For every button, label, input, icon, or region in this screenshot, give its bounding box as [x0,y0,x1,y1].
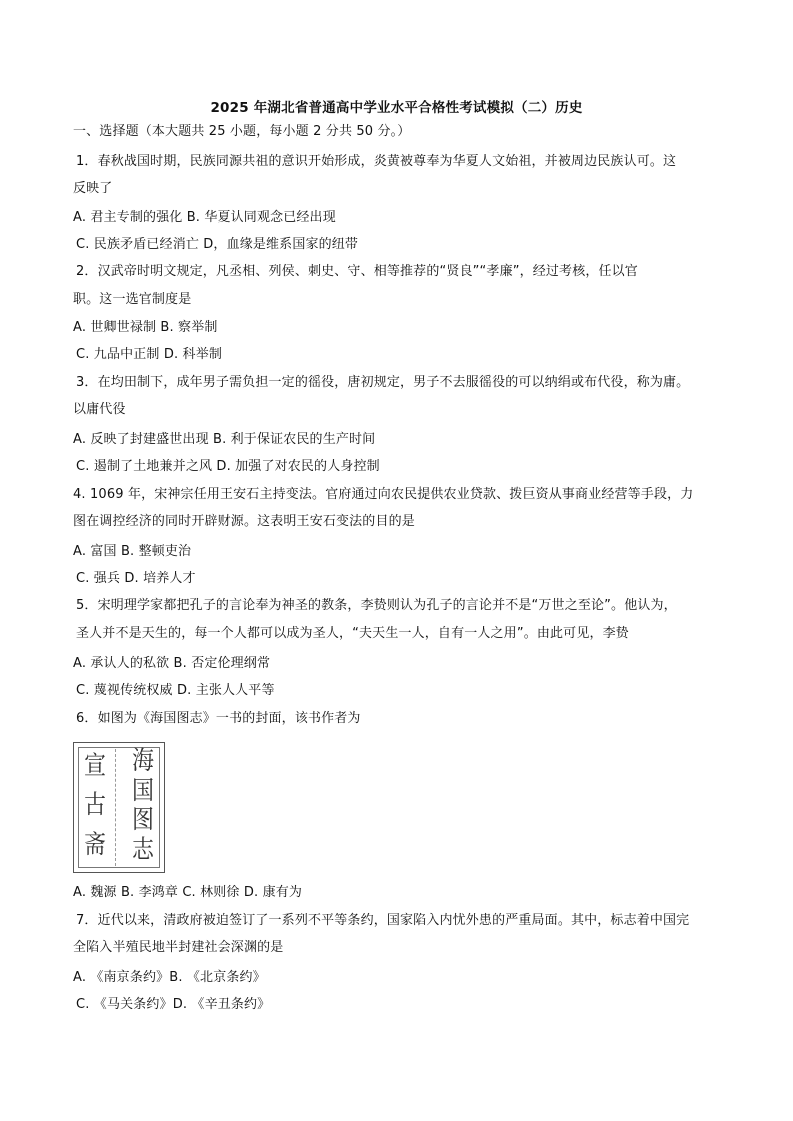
question-1-stem-line-1: 1．春秋战国时期，民族同源共祖的意识开始形成，炎黄被尊奉为华夏人文始祖，并被周边民族认可。这 [76,154,677,169]
question-2-option-line-1: A. 世卿世禄制 B. 察举制 [73,320,218,335]
section-header: 一、选择题（本大题共 25 小题，每小题 2 分共 50 分。） [73,124,411,139]
cover-seal-glyph: 斋 [84,831,107,860]
question-1-option-line-2: C. 民族矛盾已经消亡 D，血缘是维系国家的纽带 [76,237,359,252]
question-5-stem-line-1: 5．宋明理学家都把孔子的言论奉为神圣的教条，李贽则认为孔子的言论并不是“万世之至论”。他认为， [76,598,677,613]
question-7-stem-line-1: 7．近代以来，清政府被迫签订了一系列不平等条约，国家陷入内忧外患的严重局面。其中，标志着中国完 [76,913,690,928]
cover-seal-glyph: 古 [84,791,107,821]
question-6-stem: 6．如图为《海国图志》一书的封面，该书作者为 [76,711,361,726]
question-3-option-line-1: A. 反映了封建盛世出现 B. 利于保证农民的生产时间 [73,432,376,447]
question-2-stem-line-2: 职。这一选官制度是 [73,292,192,307]
question-3-option-line-2: C. 遏制了土地兼并之风 D. 加强了对农民的人身控制 [76,459,380,474]
cover-seal-publisher [84,747,106,866]
cover-seal-glyph: 志 [131,836,154,865]
exam-title: 2025 年湖北省普通高中学业水平合格性考试模拟（二）历史 [210,100,583,116]
question-4-option-line-1: A. 富国 B. 整顿吏治 [73,544,192,559]
question-1-stem-line-2: 反映了 [73,181,113,196]
question-5-option-line-1: A. 承认人的私欲 B. 否定伦理纲常 [73,656,271,671]
cover-seal-title [132,747,154,866]
cover-divider [115,749,116,866]
cover-seal-glyph: 宣 [84,751,107,781]
question-3-stem-line-2: 以庸代役 [73,402,126,417]
question-4-stem-line-1: 4. 1069 年，宋神宗任用王安石主持变法。官府通过向农民提供农业贷款、拨巨资从事商业经营等手段，力 [73,487,694,502]
question-2-stem-line-1: 2．汉武帝时明文规定，凡丞相、列侯、刺史、守、相等推荐的“贤良”“孝廉”，经过考核，任以官 [76,264,638,279]
cover-seal-glyph: 图 [131,806,154,836]
cover-seal-glyph: 海 [131,746,154,776]
question-5-stem-line-2: 圣人并不是天生的，每一个人都可以成为圣人，“夫天生一人，自有一人之用”。由此可见，李贽 [76,626,629,641]
question-6-options: A. 魏源 B. 李鸿章 C. 林则徐 D. 康有为 [73,885,303,900]
question-4-stem-line-2: 图在调控经济的同时开辟财源。这表明王安石变法的目的是 [73,514,415,529]
question-1-option-line-1: A. 君主专制的强化 B. 华夏认同观念已经出现 [73,210,336,225]
question-2-option-line-2: C. 九品中正制 D. 科举制 [76,347,222,362]
question-5-option-line-2: C. 蔑视传统权威 D. 主张人人平等 [76,683,275,698]
question-7-stem-line-2: 全陷入半殖民地半封建社会深渊的是 [73,940,284,955]
question-4-option-line-2: C. 强兵 D. 培养人才 [76,571,196,586]
question-7-option-line-1: A. 《南京条约》B. 《北京条约》 [73,970,266,985]
question-7-option-line-2: C. 《马关条约》D. 《辛丑条约》 [76,997,271,1012]
question-3-stem-line-1: 3．在均田制下，成年男子需负担一定的徭役，唐初规定，男子不去服徭役的可以纳绢或布代役，称为庸。 [76,375,690,390]
haiguo-tuzhi-cover-image [73,742,165,873]
cover-seal-glyph: 国 [131,776,154,806]
